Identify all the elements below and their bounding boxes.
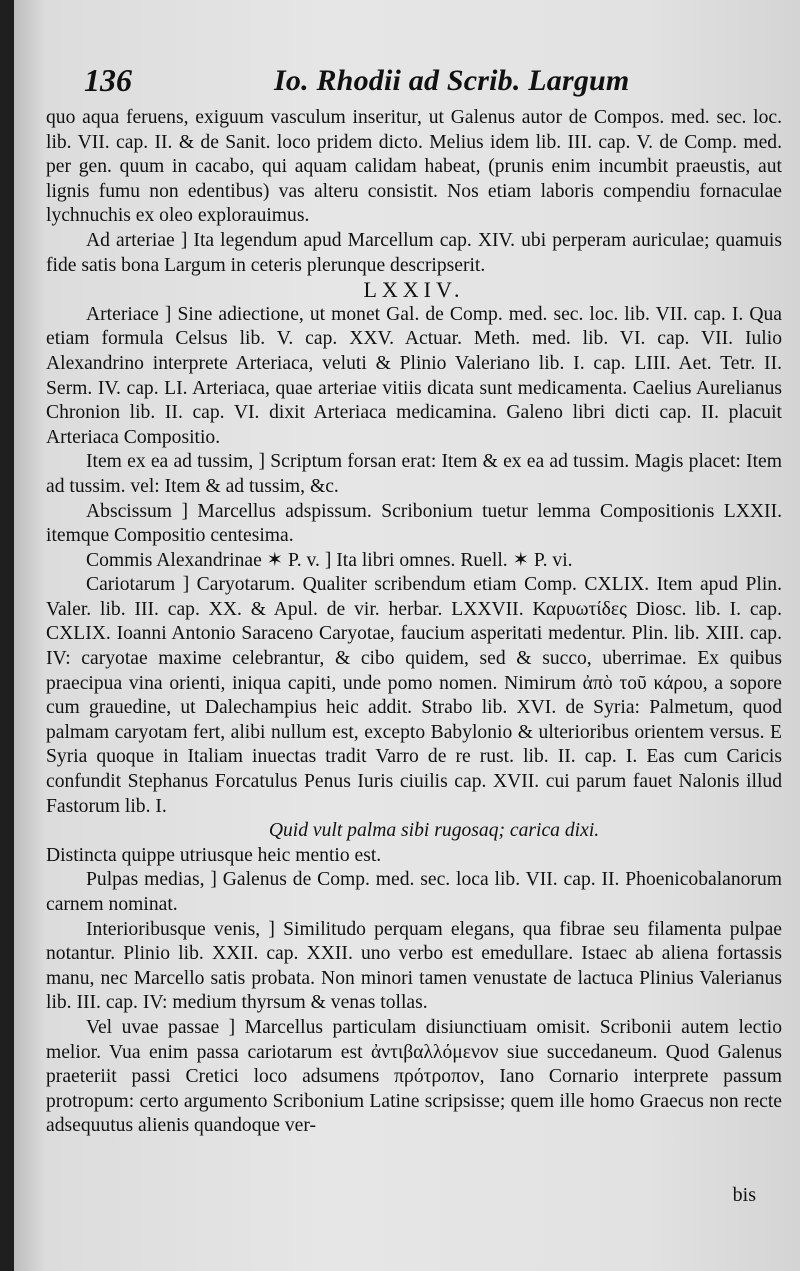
section-heading: LXXIV.	[363, 277, 465, 303]
paragraph: Item ex ea ad tussim, ] Scriptum forsan erat: Item & ex ea ad tussim. Magis placet: Item ad tussim. vel: Item & ad tussim, &c.	[46, 451, 782, 497]
page-header	[84, 62, 784, 102]
paragraph: Commis Alexandrinae ✶ P. v. ] Ita libri omnes. Ruell. ✶ P. vi.	[86, 549, 573, 571]
page-number: 136	[84, 62, 132, 98]
book-page	[14, 0, 800, 1271]
paragraph: Arteriace ] Sine adiectione, ut monet Gal. de Comp. med. sec. loc. lib. VII. cap. I. Qua etiam formula Celsus lib. V. cap. XXV. Actuar. Meth. med. lib. VI. cap. VII. Iulio Alexandrino interprete Arteriaca, veluti & Plinio Valeriano lib. I. cap. LIII. Aet. Tetr. II. Serm. IV. cap. LI. Arteriaca, quae arteriae vitiis dicata sunt medicamenta. Caelius Aurelianus Chronion lib. II. cap. VI. dixit Arteriaca medicamina. Galeno libri dicti cap. II. placuit Arteriaca Compositio.	[46, 303, 782, 448]
paragraph: Ad arteriae ] Ita legendum apud Marcellum cap. XIV. ubi perperam auriculae; quamuis fide satis bona Largum in ceteris plerunque descripserit.	[46, 229, 782, 276]
page-body	[46, 106, 782, 1139]
paragraph: Distincta quippe utriusque heic mentio est.	[46, 844, 382, 866]
paragraph: Cariotarum ] Caryotarum. Qualiter scribendum etiam Comp. CXLIX. Item apud Plin. Valer. lib. III. cap. XX. & Apul. de vir. herbar. LXXVII. Καρυωτίδες Diosc. lib. I. cap. CXLIX. Ioanni Antonio Saraceno Caryotae, faucium asperitati medentur. Plin. lib. XIII. cap. IV: caryotae maxime celebrantur, & cibo quidem, sed & succo, uberrimae. Ex quibus praecipua vina orienti, iniqua capiti, unde pomo nomen. Nimirum ἀπὸ τοῦ κάρου, a sopore cum grauedine, ut Dalechampius heic addit. Strabo lib. XVI. de Syria: Palmetum, quod palmam caryotam fert, alibi nullum est, excepto Babylonio & ulterioribus orientem versus. E Syria quoque in Italiam inuectas tradit Varro de re rust. lib. II. cap. I. Eas cum Caricis confundit Stephanus Forcatulus Penus Iuris ciuilis cap. XVII. cui parum fauet Nalonis illud Fastorum lib. I.	[46, 574, 782, 817]
paragraph: Vel uvae passae ] Marcellus particulam disiunctiuam omisit. Scribonii autem lectio melior. Vua enim passa cariotarum est ἀντιβαλλόμενον siue succedaneum. Quod Galenus praeteriit passi Cretici loco adsumens πρότροπον, Iano Cornario interprete passum protropum: certo argumento Scribonium Latine scripsisse; quem ille homo Graecus non recte adsequutus alienis quandoque ver-	[46, 1016, 782, 1137]
catchword: bis	[732, 1184, 756, 1206]
verse-quotation: Quid vult palma sibi rugosaq; carica dixi.	[268, 820, 600, 842]
paragraph: Interioribusque venis, ] Similitudo perquam elegans, qua fibrae seu filamenta pulpae notantur. Plinio lib. XXII. cap. XXII. uno verbo est emedullare. Istaec ab aliena fortassis manu, nec Marcello satis probata. Non minori tamen venustate de lactuca Plinius Valerianus lib. III. cap. IV: medium thyrsum & venas tollas.	[46, 918, 782, 1014]
running-title: Io. Rhodii ad Scrib. Largum	[274, 64, 630, 97]
paragraph: Abscissum ] Marcellus adspissum. Scribonium tuetur lemma Compositionis LXXII. itemque Compositio centesima.	[46, 500, 782, 547]
paragraph: Pulpas medias, ] Galenus de Comp. med. sec. loca lib. VII. cap. II. Phoenicobalanorum carnem nominat.	[46, 869, 782, 915]
paragraph: quo aqua feruens, exiguum vasculum inseritur, ut Galenus autor de Compos. med. sec. loc. lib. VII. cap. II. & de Sanit. loco pridem dicto. Melius idem lib. III. cap. V. de Comp. med. per gen. quum in cacabo, qui aquam calidam habeat, (prunis enim incumbit praeustis, aut lignis fumu non edentibus) vas alteru consistit. Nos etiam laboris compendiu fornaculae lychnuchis ex oleo explorauimus.	[46, 107, 782, 227]
